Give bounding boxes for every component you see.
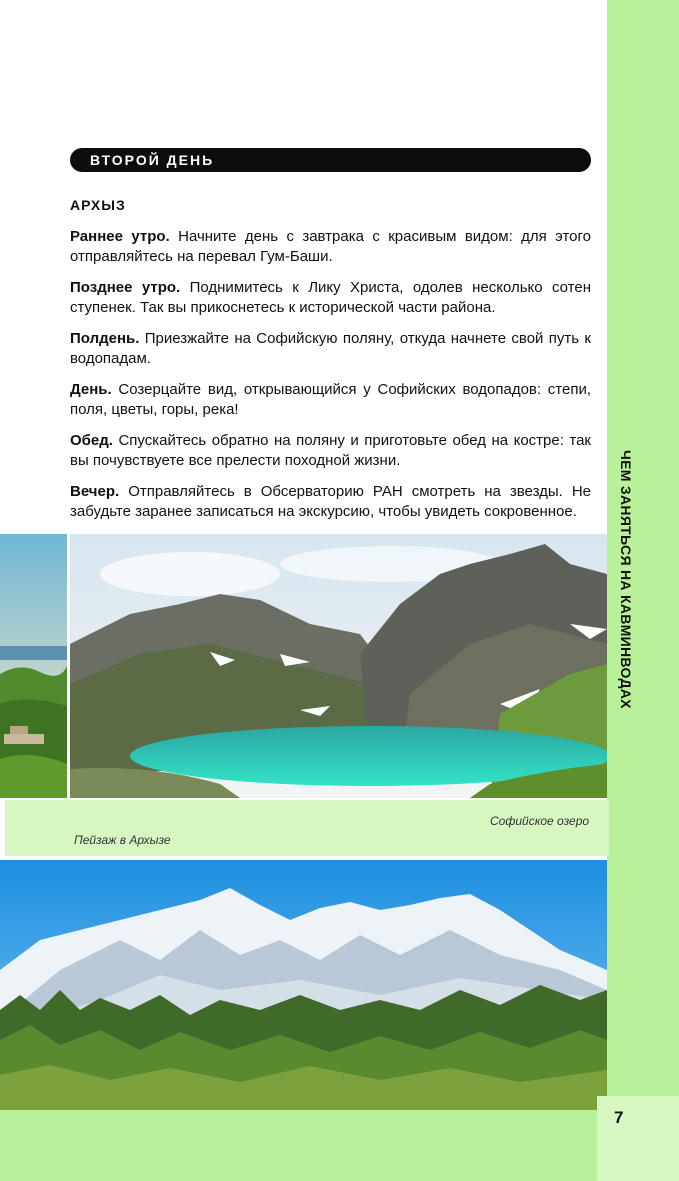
photo-arkhyz-landscape [0, 860, 607, 1110]
photo-sofia-lake [70, 534, 607, 798]
itinerary-text [70, 195, 591, 533]
para-text: Приезжайте на Софийскую поляну, откуда начнете свой путь к водопадам. [70, 330, 591, 367]
paragraph-evening [70, 482, 591, 522]
page-number: 7 [614, 1108, 624, 1127]
para-lead: Вечер. [70, 483, 120, 500]
day-title: ВТОРОЙ ДЕНЬ [90, 152, 215, 168]
para-text: Начните день с завтрака с красивым видом: для этого отправляйтесь на перевал Гум-Баши. [70, 228, 591, 265]
para-text: Поднимитесь к Лику Христа, одолев несколько сотен ступенек. Так вы прикоснетесь к исторической части района. [70, 279, 591, 316]
caption-band [3, 800, 609, 856]
side-title-area [607, 0, 679, 1181]
paragraph-early-morning [70, 227, 591, 267]
para-lead: Раннее утро. [70, 228, 170, 245]
day-title-bar [70, 148, 591, 172]
para-text: Созерцайте вид, открывающийся у Софийских водопадов: степи, поля, цветы, горы, река! [70, 381, 591, 418]
caption-landscape: Пейзаж в Архызе [74, 833, 171, 847]
para-lead: Позднее утро. [70, 279, 181, 296]
bottom-band [0, 1110, 597, 1181]
paragraph-lunch [70, 431, 591, 471]
para-text: Спускайтесь обратно на поляну и приготовьте обед на костре: так вы почувствуете все прелести походной жизни. [70, 432, 591, 469]
chapter-title: ЧЕМ ЗАНЯТЬСЯ НА КАВМИНВОДАХ [618, 450, 634, 709]
caption-lake: Софийское озеро [490, 814, 590, 828]
photo-town-view [0, 534, 67, 798]
page-number-box [597, 1096, 679, 1181]
paragraph-day [70, 380, 591, 420]
paragraph-late-morning [70, 278, 591, 318]
para-lead: День. [70, 381, 112, 398]
para-text: Отправляйтесь в Обсерваторию РАН смотреть на звезды. Не забудьте заранее записаться на экскурсию, чтобы увидеть сокровенное. [70, 483, 591, 520]
para-lead: Обед. [70, 432, 113, 449]
paragraph-noon [70, 329, 591, 369]
para-lead: Полдень. [70, 330, 140, 347]
section-heading: АРХЫЗ [70, 197, 126, 213]
